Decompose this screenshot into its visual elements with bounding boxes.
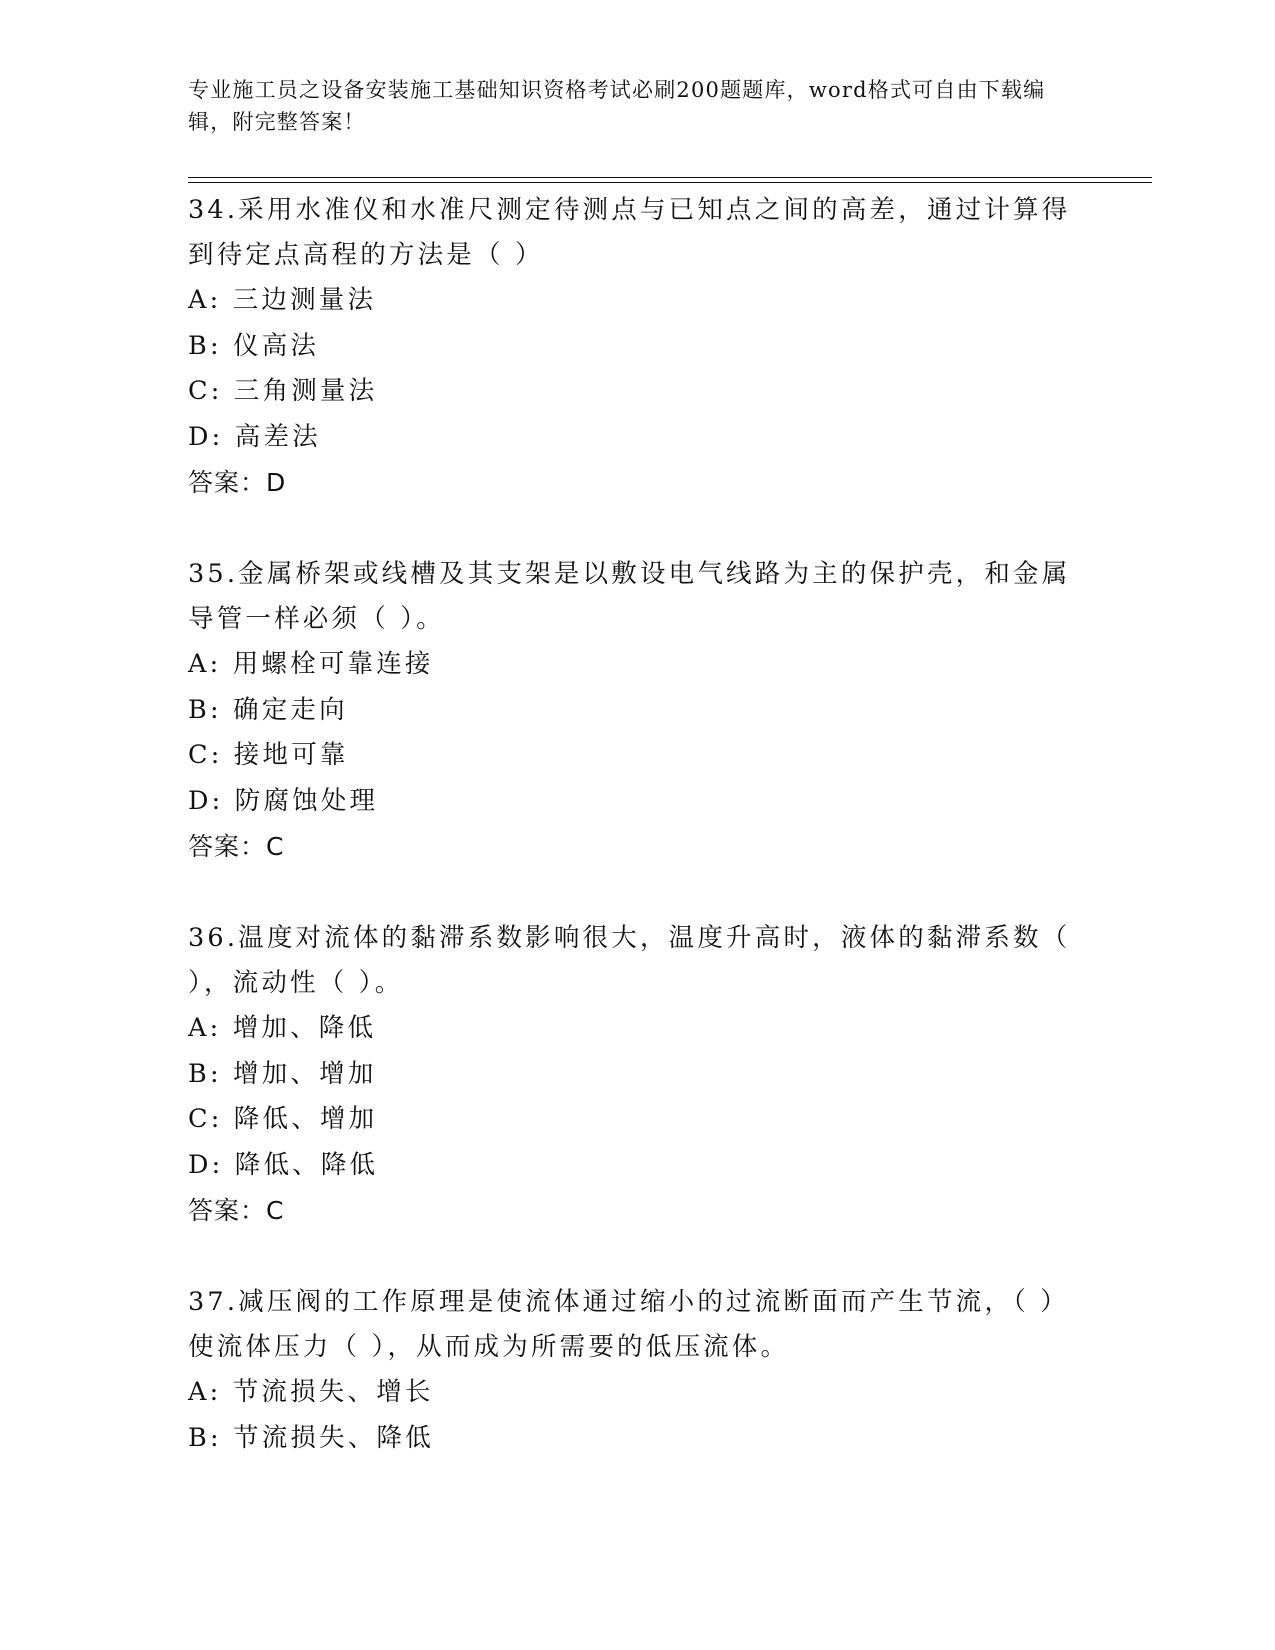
header-divider-line-secondary <box>188 182 1152 183</box>
question-34 <box>188 188 1078 505</box>
question-stem: 37.减压阀的工作原理是使流体通过缩小的过流断面而产生节流，（ ）使流体压力（ ），从而成为所需要的低压流体。 <box>188 1287 1070 1362</box>
question-stem: 36.温度对流体的黏滞系数影响很大，温度升高时，液体的黏滞系数（ ），流动性（ ）。 <box>188 923 1071 998</box>
option-a: A: 节流损失、增长 <box>188 1377 434 1407</box>
question-37 <box>188 1280 1078 1461</box>
option-d: D: 降低、降低 <box>188 1149 379 1180</box>
question-stem: 35.金属桥架或线槽及其支架是以敷设电气线路为主的保护壳，和金属导管一样必须（ ）。 <box>188 559 1071 634</box>
option-c: C: 降低、增加 <box>188 1104 378 1134</box>
header-divider-line <box>188 177 1152 178</box>
option-a: A: 增加、降低 <box>188 1013 377 1043</box>
option-b: B: 确定走向 <box>188 694 348 725</box>
option-c: C: 三角测量法 <box>188 376 378 406</box>
answer: 答案：D <box>188 468 287 497</box>
option-c: C: 接地可靠 <box>188 740 349 770</box>
document-header: 专业施工员之设备安装施工基础知识资格考试必刷200题题库，word格式可自由下载编辑，附完整答案！ <box>188 78 1046 134</box>
question-35 <box>188 552 1078 869</box>
question-36 <box>188 916 1078 1233</box>
answer: 答案：C <box>188 832 285 861</box>
option-d: D: 防腐蚀处理 <box>188 785 379 816</box>
option-a: A: 用螺栓可靠连接 <box>188 649 434 679</box>
option-b: B: 增加、增加 <box>188 1058 377 1089</box>
option-d: D: 高差法 <box>188 421 321 452</box>
option-b: B: 节流损失、降低 <box>188 1422 434 1453</box>
option-b: B: 仪高法 <box>188 330 320 361</box>
question-stem: 34.采用水准仪和水准尺测定待测点与已知点之间的高差，通过计算得到待定点高程的方法是（ ） <box>188 195 1071 270</box>
option-a: A: 三边测量法 <box>188 285 377 315</box>
answer: 答案：C <box>188 1196 285 1225</box>
